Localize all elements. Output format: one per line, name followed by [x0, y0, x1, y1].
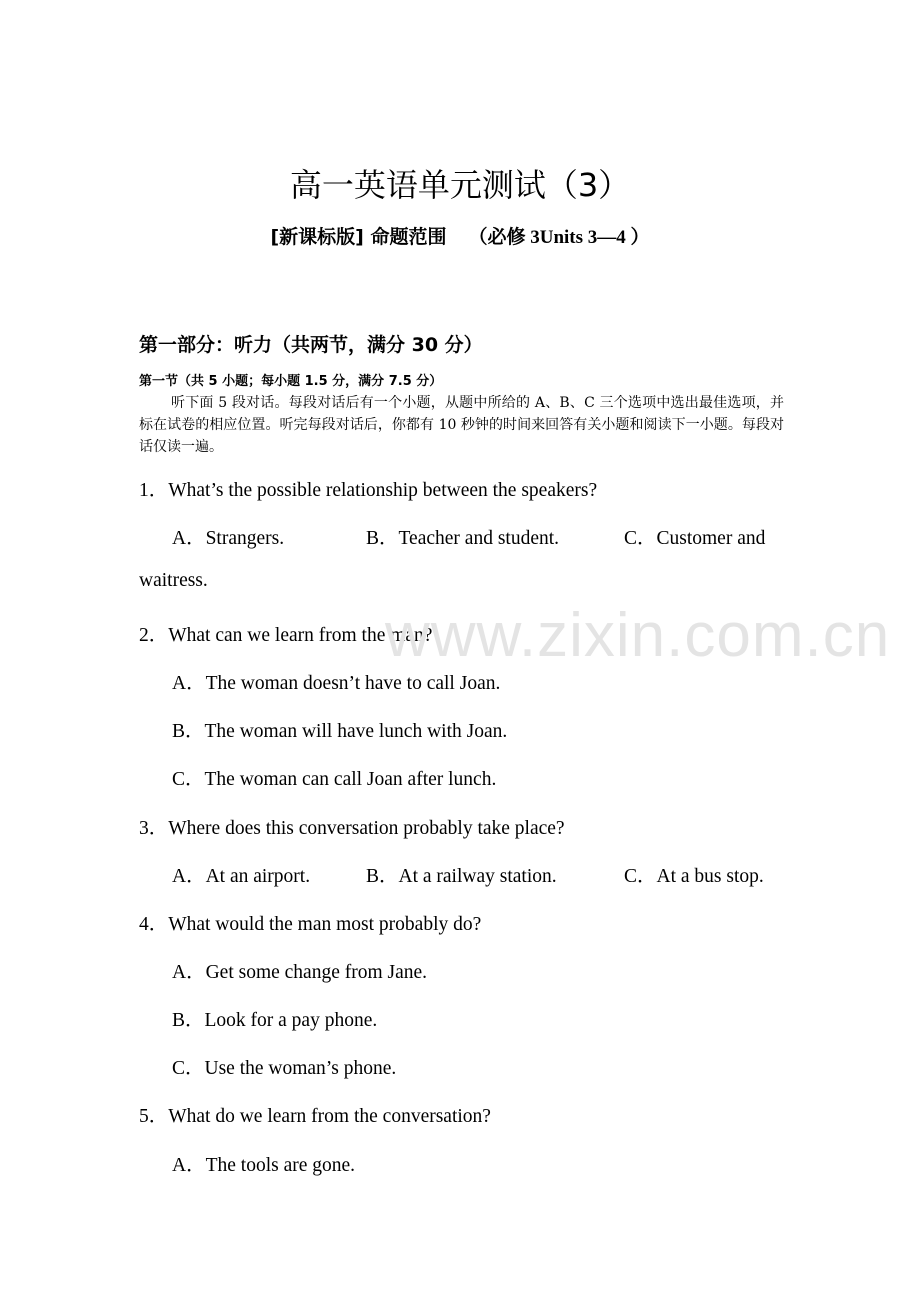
section-instructions: 听下面 5 段对话。每段对话后有一个小题，从题中所给的 A、B、C 三个选项中选出最佳选项，并标在试卷的相应位置。听完每段对话后，你都有 10 秒钟的时间来回答有关小题和阅读下一小题。每段对话仅读一遍。	[139, 395, 784, 455]
section-heading: 第一节（共 5 小题；每小题 1.5 分，满分 7.5 分）	[139, 374, 443, 389]
question-stem: 1．What’s the possible relationship between the speakers?	[139, 480, 598, 501]
page-subtitle	[0, 222, 920, 249]
option-b: B．At a railway station.	[366, 866, 557, 887]
watermark: www.zixin.com.cn	[385, 601, 891, 670]
option-c: C．At a bus stop.	[624, 866, 764, 887]
option-a: A．Strangers.	[172, 528, 285, 549]
option-b: B．Look for a pay phone.	[172, 1010, 378, 1031]
option-a: A．Get some change from Jane.	[172, 962, 428, 983]
edition-label: [新课标版] 命题范围	[270, 226, 447, 248]
option-b: B．Teacher and student.	[366, 528, 560, 549]
option-c-continued: waitress.	[139, 570, 208, 591]
option-a: A．At an airport.	[172, 866, 311, 887]
option-a: A．The tools are gone.	[172, 1155, 356, 1176]
page-title: 高一英语单元测试（3）	[289, 166, 631, 204]
option-b: B．The woman will have lunch with Joan.	[172, 721, 508, 742]
question-stem: 2．What can we learn from the man?	[139, 625, 433, 646]
option-c: C．The woman can call Joan after lunch.	[172, 769, 497, 790]
part-heading: 第一部分：听力（共两节，满分 30 分）	[139, 334, 483, 356]
question-stem: 3．Where does this conversation probably take place?	[139, 818, 565, 839]
question-stem: 5．What do we learn from the conversation?	[139, 1106, 491, 1127]
scope-label: （必修 3Units 3—4 ）	[468, 227, 650, 248]
option-c: C．Use the woman’s phone.	[172, 1058, 397, 1079]
option-a: A．The woman doesn’t have to call Joan.	[172, 673, 501, 694]
question-stem: 4．What would the man most probably do?	[139, 914, 482, 935]
option-c: C．Customer and	[624, 528, 766, 549]
